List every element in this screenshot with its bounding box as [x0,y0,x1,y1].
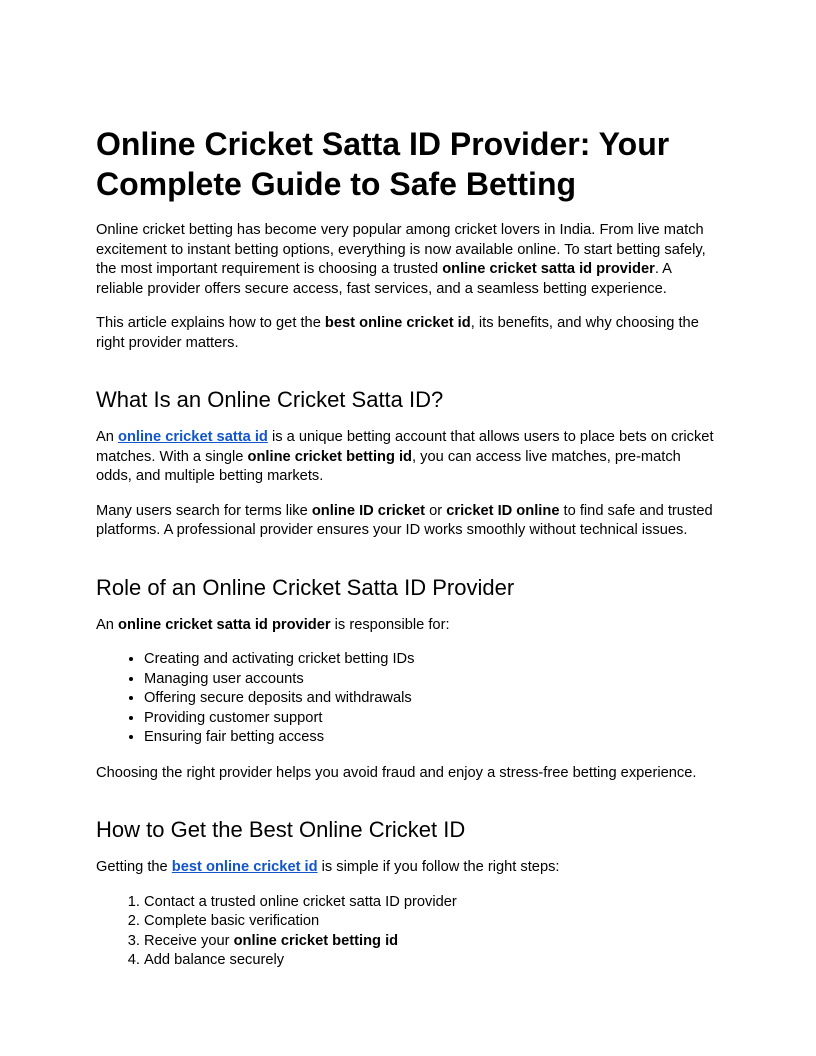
document-page [96,124,720,987]
online-cricket-satta-id-link[interactable]: online cricket satta id [118,429,268,445]
list-item: • Ensuring fair betting access [144,728,720,748]
page-title: Online Cricket Satta ID Provider: Your Complete Guide to Safe Betting [96,126,670,202]
section2-text: An [96,616,118,633]
intro-paragraph-1 [96,221,720,299]
section2-paragraph-1 [96,616,720,636]
section2-bold-text: online cricket satta id provider [118,616,331,633]
section1-bold-text: online ID cricket [311,502,426,519]
section1-paragraph-2 [96,502,720,541]
section3-text: is simple if you follow the right steps: [317,859,560,875]
section-heading-how-to: How to Get the Best Online Cricket ID [96,817,466,842]
list-item: • Managing user accounts [144,670,720,690]
list-item: 2. Complete basic verification [144,912,720,932]
intro-text: . A reliable provider offers secure access, fast services, and a seamless betting experience. [96,261,672,297]
section1-text: is a unique betting account that allows users to place bets on cricket matches. With a single [96,429,714,465]
step-text: Receive your [144,932,234,949]
list-item: • Providing customer support [144,709,720,729]
section1-bold-text: online cricket betting id [247,448,413,465]
intro-text: , its benefits, and why choosing the right provider matters. [96,315,699,351]
responsibilities-list [96,650,720,748]
section2-paragraph-2: Choosing the right provider helps you avoid fraud and enjoy a stress-free betting experience. [96,764,697,781]
intro-text: This article explains how to get the [96,315,325,331]
list-item: 4. Add balance securely [144,951,720,971]
section3-text: Getting the [96,859,172,875]
section1-text: or [425,502,447,519]
section2-text: is responsible for: [330,616,450,633]
intro-bold-text: online cricket satta id provider [442,261,655,277]
section1-text: to find safe and trusted platforms. A professional provider ensures your ID works smoothly without technical issues. [96,502,713,538]
intro-bold-text: best online cricket id [324,315,471,331]
step-bold-text: online cricket betting id [233,932,399,949]
intro-text: Online cricket betting has become very popular among cricket lovers in India. From live match excitement to instant betting options, everything is now available online. To start betting safely, the most important requirement is choosing a trusted [96,222,706,277]
section-heading-role: Role of an Online Cricket Satta ID Provider [96,574,515,600]
list-item: • Offering secure deposits and withdrawals [144,689,720,709]
section1-text: Many users search for terms like [96,502,312,519]
intro-paragraph-2 [96,314,720,353]
list-item [144,932,720,952]
section1-paragraph-1 [96,428,720,487]
section3-paragraph-1 [96,858,720,878]
steps-list [96,893,720,971]
section-heading-what-is: What Is an Online Cricket Satta ID? [96,387,444,412]
list-item: • Creating and activating cricket betting IDs [144,650,720,670]
section1-bold-text: cricket ID online [446,502,560,519]
list-item: 1. Contact a trusted online cricket satta ID provider [144,893,720,913]
section1-text: , you can access live matches, pre-match odds, and multiple betting markets. [96,448,681,484]
section1-text: An [96,429,118,445]
best-online-cricket-id-link[interactable]: best online cricket id [171,859,318,875]
